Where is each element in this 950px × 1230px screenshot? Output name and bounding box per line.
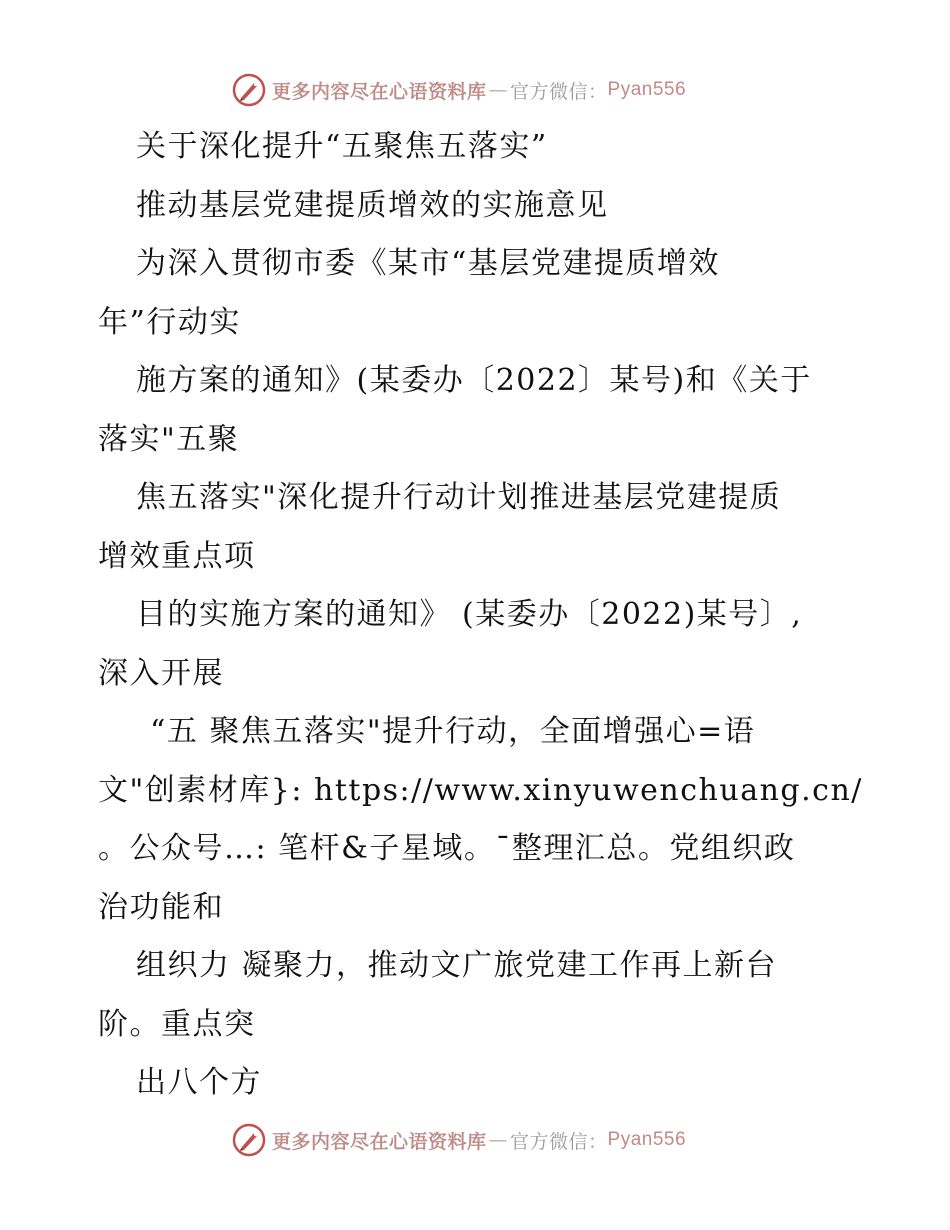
banner-main-text: 更多内容尽在心语资料库 xyxy=(272,1130,487,1153)
banner-wechat-id: Pyan556 xyxy=(607,1129,687,1150)
text-line: 落实"五聚 xyxy=(98,421,240,457)
title-line-2: 推动基层党建提质增效的实施意见 xyxy=(136,187,609,223)
text-line: 焦五落实"深化提升行动计划推进基层党建提质 xyxy=(136,480,782,515)
text-line: 增效重点项 xyxy=(98,538,256,574)
pen-logo-icon xyxy=(232,1123,266,1157)
header-watermark xyxy=(232,72,686,108)
document-body xyxy=(98,118,863,1113)
banner-wechat-id: Pyan556 xyxy=(607,79,687,100)
banner-dash: — xyxy=(488,79,509,101)
footer-watermark xyxy=(232,1122,686,1158)
banner-wechat-label: 官方微信： xyxy=(510,80,608,103)
title-line-1: 关于深化提升“五聚焦五落实” xyxy=(136,129,548,164)
text-line: “五 聚焦五落实"提升行动，全面增强心=语 xyxy=(150,714,756,749)
pen-logo-icon xyxy=(232,73,266,107)
text-line: 为深入贯彻市委《某市“基层党建提质增效 xyxy=(136,246,720,281)
text-line: 。公众号…: 笔杆&子星域。¯整理汇总。党组织政 xyxy=(98,831,796,866)
banner-dash: — xyxy=(488,1129,509,1151)
text-line: 深入开展 xyxy=(98,655,224,691)
text-line: 治功能和 xyxy=(98,889,224,925)
text-line: 年”行动实 xyxy=(98,304,241,340)
banner-main-text: 更多内容尽在心语资料库 xyxy=(272,80,487,103)
text-line: 阶。重点突 xyxy=(98,1006,256,1042)
text-line: 目的实施方案的通知》 (某委办〔2022)某号〕, xyxy=(136,597,803,632)
text-line: 出八个方 xyxy=(136,1065,262,1100)
text-line: 施方案的通知》(某委办〔2022〕某号)和《关于 xyxy=(136,363,812,398)
text-line: 组织力 凝聚力，推动文广旅党建工作再上新台 xyxy=(136,948,778,983)
banner-wechat-label: 官方微信： xyxy=(510,1130,608,1153)
text-line: 文"创素材库}: https://www.xinyuwenchuang.cn/ xyxy=(98,772,863,808)
